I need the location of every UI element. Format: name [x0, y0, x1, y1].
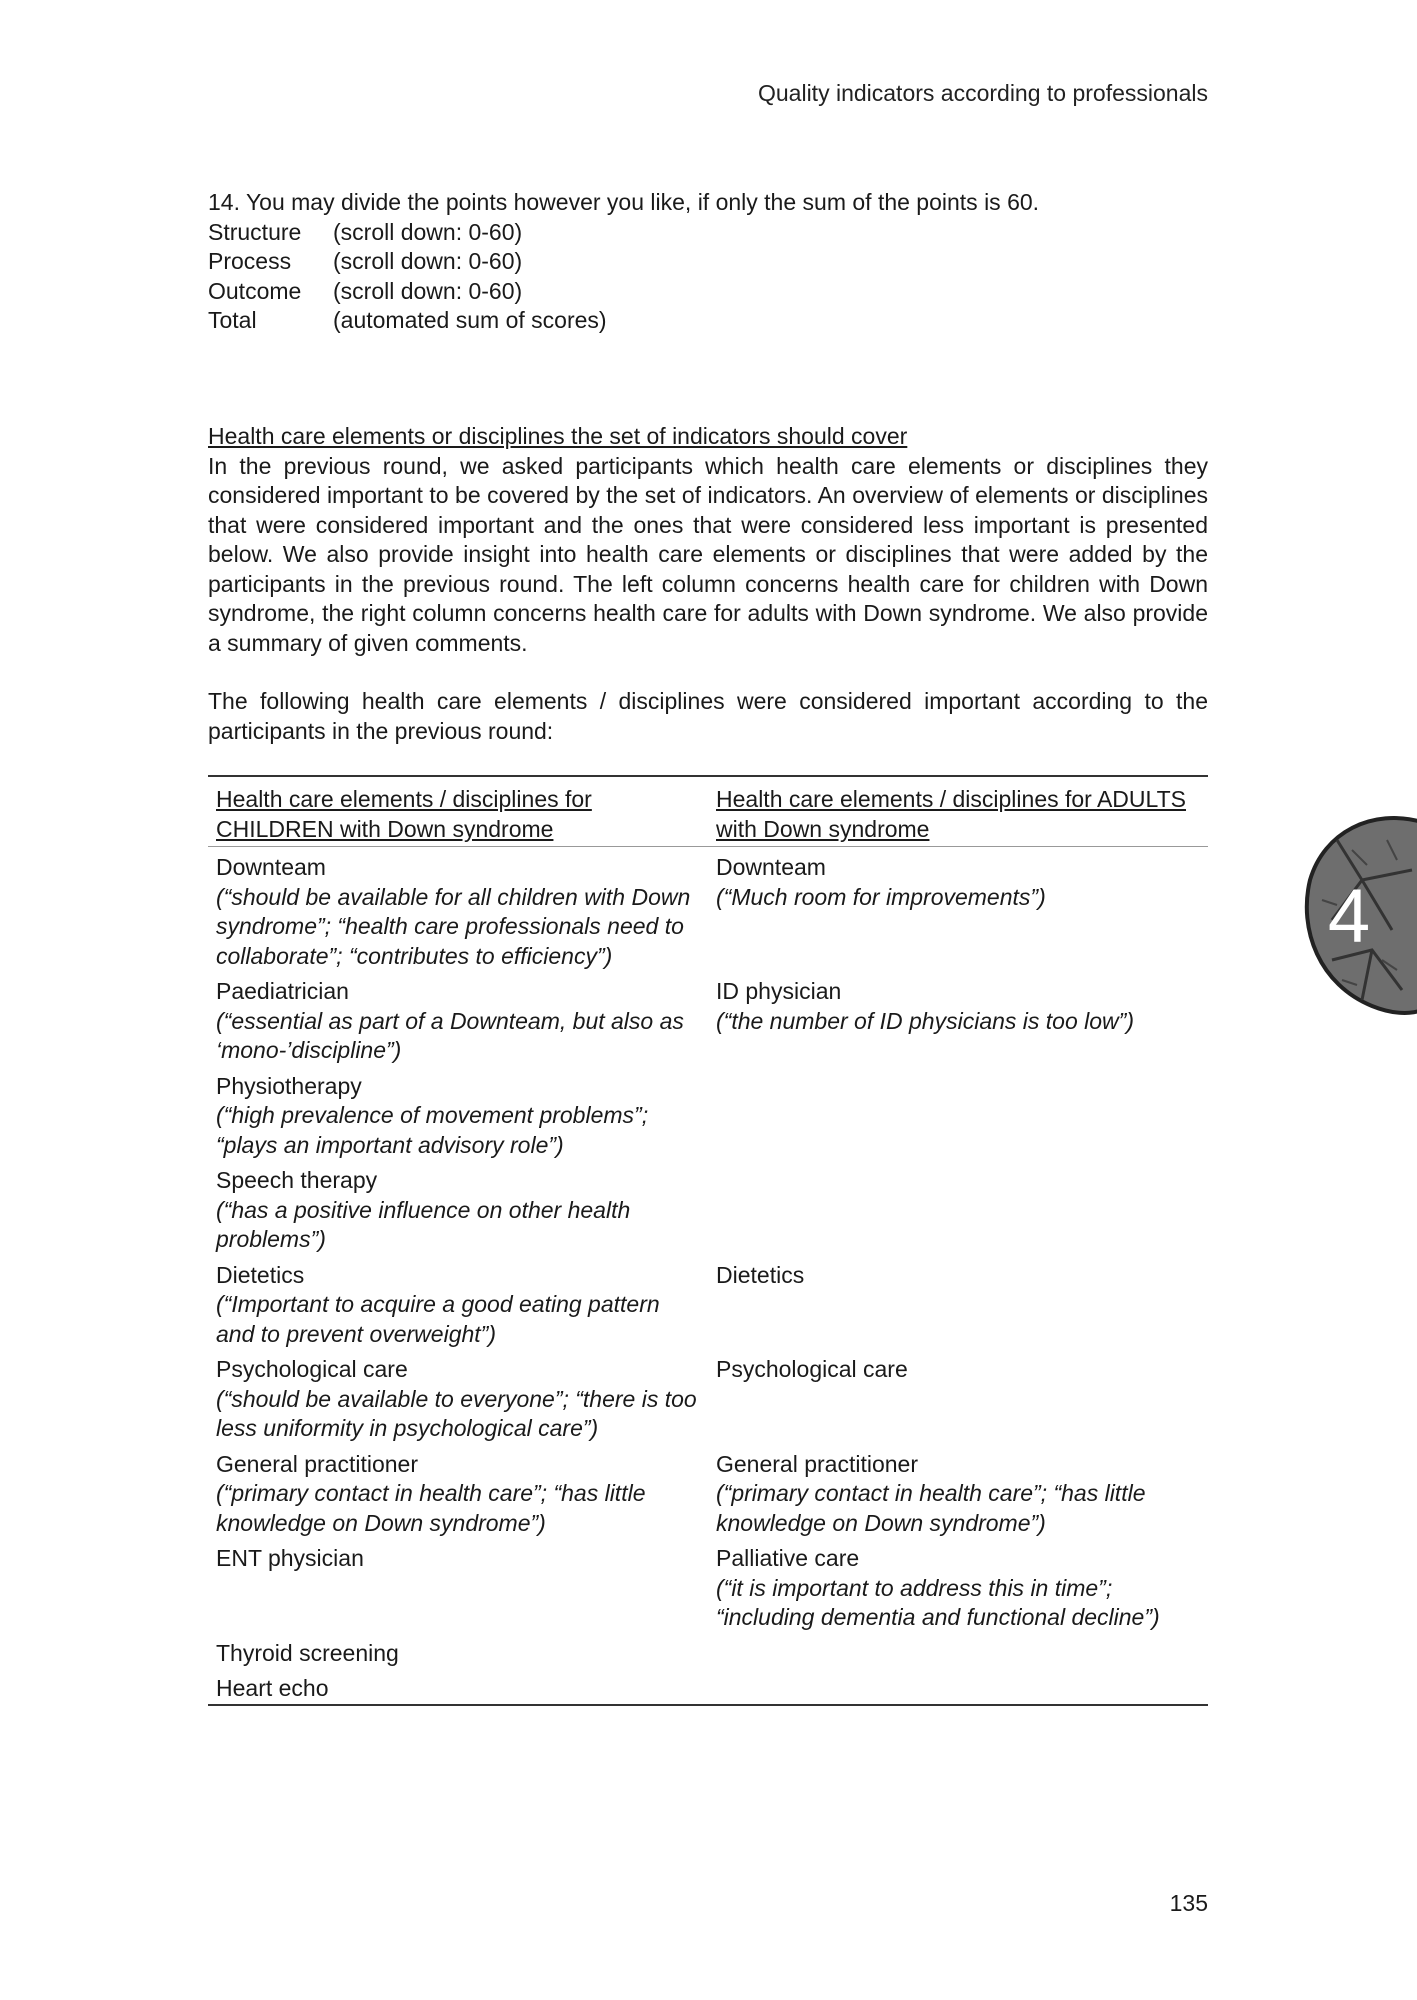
- discipline-comment: (“Important to acquire a good eating pattern and to prevent overweight”): [216, 1291, 660, 1347]
- discipline-comment: (“the number of ID physicians is too low”): [716, 1007, 1134, 1034]
- page-number: 135: [1169, 1890, 1208, 1916]
- discipline-name: ID physician: [716, 978, 842, 1004]
- score-row-label: Outcome: [208, 277, 302, 304]
- table-row: [208, 1160, 1208, 1255]
- discipline-name: Dietetics: [716, 1261, 805, 1288]
- discipline-name: Heart echo: [216, 1675, 329, 1701]
- section-health-care-elements: [208, 422, 1208, 746]
- discipline-comment: (“should be available to everyone”; “there is too less uniformity in psychological care”): [216, 1385, 697, 1441]
- table-header-row: [208, 776, 1208, 847]
- table-row: [208, 1633, 1208, 1669]
- score-row: [208, 306, 1208, 336]
- discipline-comment: (“it is important to address this in time”; “including dementia and functional decline”): [716, 1574, 1160, 1630]
- discipline-comment: (“high prevalence of movement problems”; “plays an important advisory role”): [216, 1102, 649, 1158]
- discipline-name: Paediatrician: [216, 978, 349, 1004]
- discipline-name: General practitioner: [216, 1450, 418, 1477]
- discipline-comment: (“has a positive influence on other health problems”): [216, 1196, 631, 1252]
- adults-cell: [708, 1444, 1208, 1539]
- score-row-label: Total: [208, 307, 257, 333]
- score-row-label: Process: [208, 248, 292, 274]
- table-row: [208, 1349, 1208, 1444]
- score-row-value: (scroll down: 0-60): [333, 218, 523, 245]
- lead-in-paragraph: The following health care elements / disciplines were considered important according to the participants in the previous round:: [208, 688, 1208, 744]
- discipline-name: Speech therapy: [216, 1167, 378, 1193]
- children-cell: [208, 1255, 708, 1350]
- children-cell: [208, 1349, 708, 1444]
- header-children: Health care elements / disciplines for CHILDREN with Down syndrome: [208, 776, 708, 847]
- running-header: Quality indicators according to professionals: [757, 80, 1208, 106]
- children-cell: [208, 971, 708, 1066]
- adults-cell: [708, 1066, 1208, 1161]
- adults-cell: [708, 971, 1208, 1066]
- score-row-value: (scroll down: 0-60): [333, 277, 523, 304]
- discipline-name: Physiotherapy: [216, 1072, 362, 1099]
- adults-cell: [708, 1538, 1208, 1633]
- discipline-name: Palliative care: [716, 1545, 860, 1571]
- discipline-name: General practitioner: [716, 1450, 918, 1477]
- score-row-label: Structure: [208, 218, 302, 245]
- adults-cell: [708, 1349, 1208, 1444]
- table-row: [208, 971, 1208, 1066]
- discipline-name: Downteam: [216, 854, 326, 880]
- children-cell: [208, 1633, 708, 1669]
- children-cell: [208, 1668, 708, 1705]
- adults-cell: [708, 1160, 1208, 1255]
- section-heading: Health care elements or disciplines the set of indicators should cover: [208, 423, 908, 449]
- adults-cell: [708, 1633, 1208, 1669]
- table-row: [208, 1444, 1208, 1539]
- disciplines-table: [208, 775, 1208, 1706]
- question-14-instruction: 14. You may divide the points however you like, if only the sum of the points is 60.: [208, 189, 1040, 215]
- score-row-value: (automated sum of scores): [333, 307, 607, 333]
- adults-cell: [708, 1668, 1208, 1705]
- children-cell: [208, 1444, 708, 1539]
- table-row: [208, 1255, 1208, 1350]
- discipline-comment: (“should be available for all children with Down syndrome”; “health care professionals need to collaborate”; “contributes to efficiency”): [216, 883, 691, 969]
- score-row-value: (scroll down: 0-60): [333, 248, 523, 274]
- discipline-name: ENT physician: [216, 1545, 364, 1571]
- table-row: [208, 1668, 1208, 1705]
- chapter-number: 4: [1327, 874, 1371, 959]
- discipline-comment: (“primary contact in health care”; “has little knowledge on Down syndrome”): [716, 1480, 1146, 1536]
- discipline-comment: (“Much room for improvements”): [716, 883, 1046, 910]
- score-row: [208, 247, 1208, 277]
- header-adults: Health care elements / disciplines for ADULTS with Down syndrome: [708, 776, 1208, 847]
- intro-paragraph: In the previous round, we asked participants which health care elements or disciplines they considered important to be covered by the set of indicators. An overview of elements or disciplines that were considered important and the ones that were considered less important is presented below. We also provide insight into health care elements or disciplines that were added by the participants in the previous round. The left column concerns health care for children with Down syndrome, the right column concerns health care for adults with Down syndrome. We also provide a summary of given comments.: [208, 452, 1208, 656]
- discipline-comment: (“primary contact in health care”; “has little knowledge on Down syndrome”): [216, 1480, 646, 1536]
- score-row: [208, 277, 1208, 307]
- table-row: [208, 1066, 1208, 1161]
- children-cell: [208, 1538, 708, 1633]
- children-cell: [208, 1066, 708, 1161]
- adults-cell: [708, 1255, 1208, 1350]
- score-row: [208, 218, 1208, 248]
- discipline-name: Psychological care: [716, 1356, 908, 1382]
- children-cell: [208, 1160, 708, 1255]
- discipline-name: Thyroid screening: [216, 1639, 399, 1666]
- question-14: [208, 188, 1208, 336]
- discipline-comment: (“essential as part of a Downteam, but also as ‘mono-’discipline”): [216, 1007, 684, 1063]
- chapter-tab-icon: [1302, 810, 1417, 1020]
- adults-cell: [708, 847, 1208, 972]
- discipline-name: Dietetics: [216, 1261, 305, 1288]
- table-row: [208, 1538, 1208, 1633]
- discipline-name: Psychological care: [216, 1356, 408, 1382]
- children-cell: [208, 847, 708, 972]
- table-row: [208, 847, 1208, 972]
- discipline-name: Downteam: [716, 854, 826, 880]
